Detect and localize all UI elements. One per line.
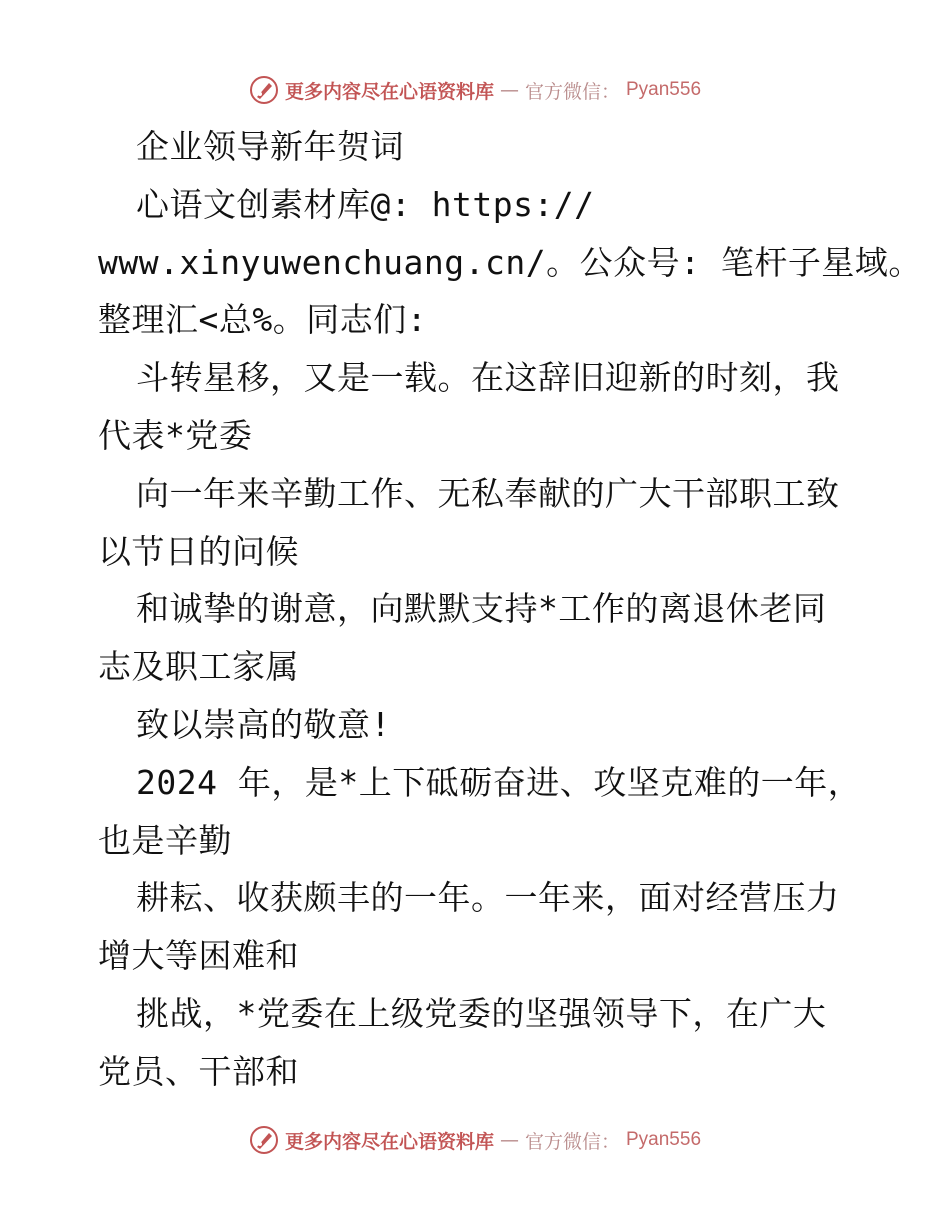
document-line: 增大等困难和 <box>98 936 299 976</box>
document-line: 心语文创素材库@: https:// <box>136 184 595 224</box>
document-line: 志及职工家属 <box>98 647 299 687</box>
banner-wechat-id: Pyan556 <box>626 1129 702 1150</box>
header-watermark-banner <box>0 70 950 110</box>
document-line: 党员、干部和 <box>98 1051 299 1091</box>
document-line: 斗转星移，又是一载。在这辞旧迎新的时刻，我 <box>136 358 840 398</box>
banner-wechat-label: 官方微信： <box>524 80 620 103</box>
banner-separator: — <box>499 1129 519 1151</box>
document-line: 以节日的问候 <box>98 531 299 571</box>
banner-wechat-label: 官方微信： <box>524 1130 620 1153</box>
document-line: 耕耘、收获颇丰的一年。一年来，面对经营压力 <box>136 878 840 918</box>
pen-nib-logo-icon <box>249 75 279 105</box>
document-line: 向一年来辛勤工作、无私奉献的广大干部职工致 <box>136 473 840 513</box>
document-line: 致以崇高的敬意! <box>136 704 391 744</box>
document-line: 和诚挚的谢意，向默默支持*工作的离退休老同 <box>136 589 827 629</box>
document-line: 2024 年，是*上下砥砺奋进、攻坚克难的一年， <box>136 762 862 802</box>
document-line: 代表*党委 <box>98 415 253 455</box>
document-line: 整理汇<总%。同志们: <box>98 300 428 340</box>
document-line: 企业领导新年贺词 <box>136 127 404 166</box>
document-line: 也是辛勤 <box>98 820 232 860</box>
document-line: 挑战，*党委在上级党委的坚强领导下，在广大 <box>136 993 827 1033</box>
banner-separator: — <box>499 79 519 101</box>
pen-nib-logo-icon <box>249 1125 279 1155</box>
document-line: www.xinyuwenchuang.cn/。公众号: 笔杆子星域。 <box>98 242 922 282</box>
document-body <box>98 118 922 1101</box>
footer-watermark-banner <box>0 1120 950 1160</box>
banner-main-text: 更多内容尽在心语资料库 <box>284 1130 494 1153</box>
banner-main-text: 更多内容尽在心语资料库 <box>284 80 494 103</box>
banner-wechat-id: Pyan556 <box>626 79 702 100</box>
